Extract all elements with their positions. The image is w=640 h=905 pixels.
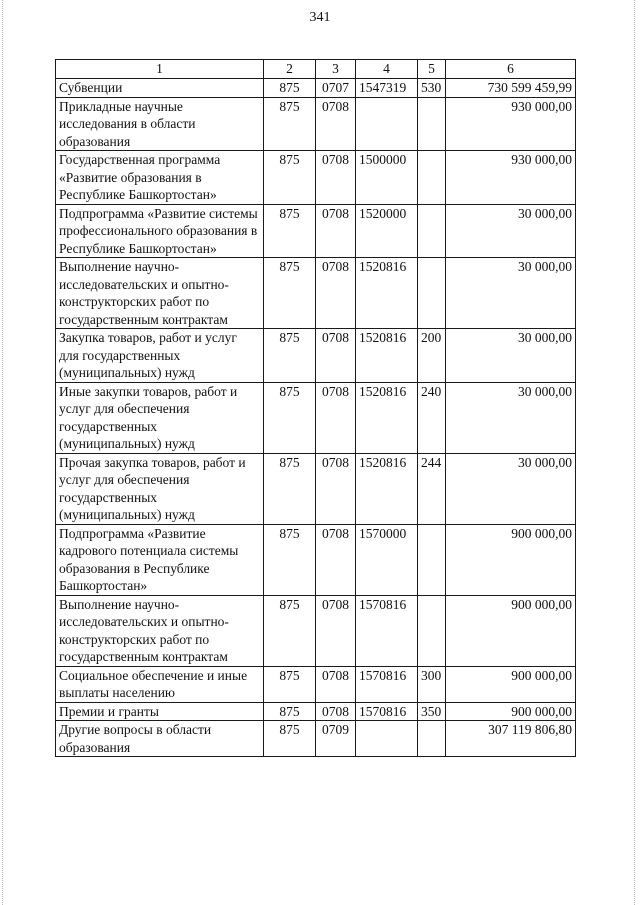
row-section-cell: 0707 bbox=[316, 79, 356, 98]
row-gr-cell: 875 bbox=[264, 79, 316, 98]
scan-left-edge-line bbox=[2, 0, 3, 905]
table-header-row bbox=[56, 60, 576, 79]
table-row bbox=[56, 382, 576, 453]
row-expense-type-cell bbox=[418, 721, 446, 757]
row-expense-type-cell: 300 bbox=[418, 666, 446, 702]
page-number: 341 bbox=[309, 10, 331, 25]
row-name-cell: Прикладные научные исследования в области образования bbox=[56, 97, 264, 151]
row-section-cell: 0708 bbox=[316, 595, 356, 666]
row-gr-cell: 875 bbox=[264, 204, 316, 258]
row-sum-cell: 930 000,00 bbox=[446, 97, 576, 151]
table-row bbox=[56, 721, 576, 757]
row-name-cell: Подпрограмма «Развитие системы профессионального образования в Республике Башкортостан» bbox=[56, 204, 264, 258]
row-target-cell: 1520816 bbox=[356, 258, 418, 329]
row-section-cell: 0708 bbox=[316, 204, 356, 258]
table-row bbox=[56, 79, 576, 98]
row-sum-cell: 930 000,00 bbox=[446, 151, 576, 205]
row-sum-cell: 30 000,00 bbox=[446, 453, 576, 524]
row-target-cell: 1547319 bbox=[356, 79, 418, 98]
row-expense-type-cell bbox=[418, 595, 446, 666]
table-row bbox=[56, 204, 576, 258]
table-row bbox=[56, 524, 576, 595]
row-gr-cell: 875 bbox=[264, 666, 316, 702]
row-sum-cell: 30 000,00 bbox=[446, 258, 576, 329]
row-gr-cell: 875 bbox=[264, 329, 316, 383]
header-cell-section: 3 bbox=[316, 60, 356, 79]
row-sum-cell: 900 000,00 bbox=[446, 702, 576, 721]
row-section-cell: 0708 bbox=[316, 666, 356, 702]
row-gr-cell: 875 bbox=[264, 702, 316, 721]
row-gr-cell: 875 bbox=[264, 258, 316, 329]
row-sum-cell: 30 000,00 bbox=[446, 382, 576, 453]
table-row bbox=[56, 595, 576, 666]
row-name-cell: Подпрограмма «Развитие кадрового потенциала системы образования в Республике Башкортостан» bbox=[56, 524, 264, 595]
row-sum-cell: 30 000,00 bbox=[446, 329, 576, 383]
row-sum-cell: 30 000,00 bbox=[446, 204, 576, 258]
row-sum-cell: 730 599 459,99 bbox=[446, 79, 576, 98]
row-name-cell: Выполнение научно-исследовательских и опытно-конструкторских работ по государственным контрактам bbox=[56, 258, 264, 329]
row-target-cell bbox=[356, 721, 418, 757]
row-gr-cell: 875 bbox=[264, 453, 316, 524]
table-row bbox=[56, 151, 576, 205]
row-expense-type-cell: 200 bbox=[418, 329, 446, 383]
budget-table bbox=[55, 59, 576, 757]
table-row bbox=[56, 329, 576, 383]
row-target-cell: 1570816 bbox=[356, 702, 418, 721]
row-name-cell: Иные закупки товаров, работ и услуг для обеспечения государственных (муниципальных) нужд bbox=[56, 382, 264, 453]
row-section-cell: 0708 bbox=[316, 151, 356, 205]
row-section-cell: 0708 bbox=[316, 97, 356, 151]
row-name-cell: Другие вопросы в области образования bbox=[56, 721, 264, 757]
table-row bbox=[56, 666, 576, 702]
row-target-cell: 1570000 bbox=[356, 524, 418, 595]
row-name-cell: Выполнение научно-исследовательских и опытно-конструкторских работ по государственным контрактам bbox=[56, 595, 264, 666]
header-cell-gr: 2 bbox=[264, 60, 316, 79]
row-name-cell: Субвенции bbox=[56, 79, 264, 98]
header-cell-target: 4 bbox=[356, 60, 418, 79]
row-sum-cell: 900 000,00 bbox=[446, 595, 576, 666]
row-target-cell: 1500000 bbox=[356, 151, 418, 205]
row-section-cell: 0708 bbox=[316, 382, 356, 453]
row-section-cell: 0708 bbox=[316, 258, 356, 329]
row-name-cell: Закупка товаров, работ и услуг для государственных (муниципальных) нужд bbox=[56, 329, 264, 383]
header-cell-name: 1 bbox=[56, 60, 264, 79]
row-name-cell: Прочая закупка товаров, работ и услуг для обеспечения государственных (муниципальных) нужд bbox=[56, 453, 264, 524]
row-target-cell bbox=[356, 97, 418, 151]
row-target-cell: 1520816 bbox=[356, 382, 418, 453]
row-section-cell: 0708 bbox=[316, 524, 356, 595]
row-name-cell: Государственная программа «Развитие образования в Республике Башкортостан» bbox=[56, 151, 264, 205]
row-target-cell: 1570816 bbox=[356, 666, 418, 702]
row-gr-cell: 875 bbox=[264, 595, 316, 666]
row-expense-type-cell bbox=[418, 258, 446, 329]
row-expense-type-cell bbox=[418, 97, 446, 151]
row-section-cell: 0708 bbox=[316, 702, 356, 721]
row-gr-cell: 875 bbox=[264, 721, 316, 757]
row-expense-type-cell: 350 bbox=[418, 702, 446, 721]
row-expense-type-cell bbox=[418, 204, 446, 258]
row-sum-cell: 307 119 806,80 bbox=[446, 721, 576, 757]
table-row bbox=[56, 97, 576, 151]
table-row bbox=[56, 702, 576, 721]
row-name-cell: Социальное обеспечение и иные выплаты населению bbox=[56, 666, 264, 702]
row-expense-type-cell: 240 bbox=[418, 382, 446, 453]
row-target-cell: 1570816 bbox=[356, 595, 418, 666]
row-expense-type-cell bbox=[418, 524, 446, 595]
row-gr-cell: 875 bbox=[264, 97, 316, 151]
row-sum-cell: 900 000,00 bbox=[446, 666, 576, 702]
row-gr-cell: 875 bbox=[264, 382, 316, 453]
row-section-cell: 0709 bbox=[316, 721, 356, 757]
row-section-cell: 0708 bbox=[316, 453, 356, 524]
header-cell-sum: 6 bbox=[446, 60, 576, 79]
row-section-cell: 0708 bbox=[316, 329, 356, 383]
row-target-cell: 1520816 bbox=[356, 453, 418, 524]
row-target-cell: 1520816 bbox=[356, 329, 418, 383]
scan-right-edge-line bbox=[634, 0, 635, 905]
row-gr-cell: 875 bbox=[264, 524, 316, 595]
table-row bbox=[56, 258, 576, 329]
row-expense-type-cell: 244 bbox=[418, 453, 446, 524]
row-sum-cell: 900 000,00 bbox=[446, 524, 576, 595]
table-row bbox=[56, 453, 576, 524]
row-expense-type-cell bbox=[418, 151, 446, 205]
row-expense-type-cell: 530 bbox=[418, 79, 446, 98]
row-target-cell: 1520000 bbox=[356, 204, 418, 258]
row-gr-cell: 875 bbox=[264, 151, 316, 205]
row-name-cell: Премии и гранты bbox=[56, 702, 264, 721]
header-cell-expense-type: 5 bbox=[418, 60, 446, 79]
